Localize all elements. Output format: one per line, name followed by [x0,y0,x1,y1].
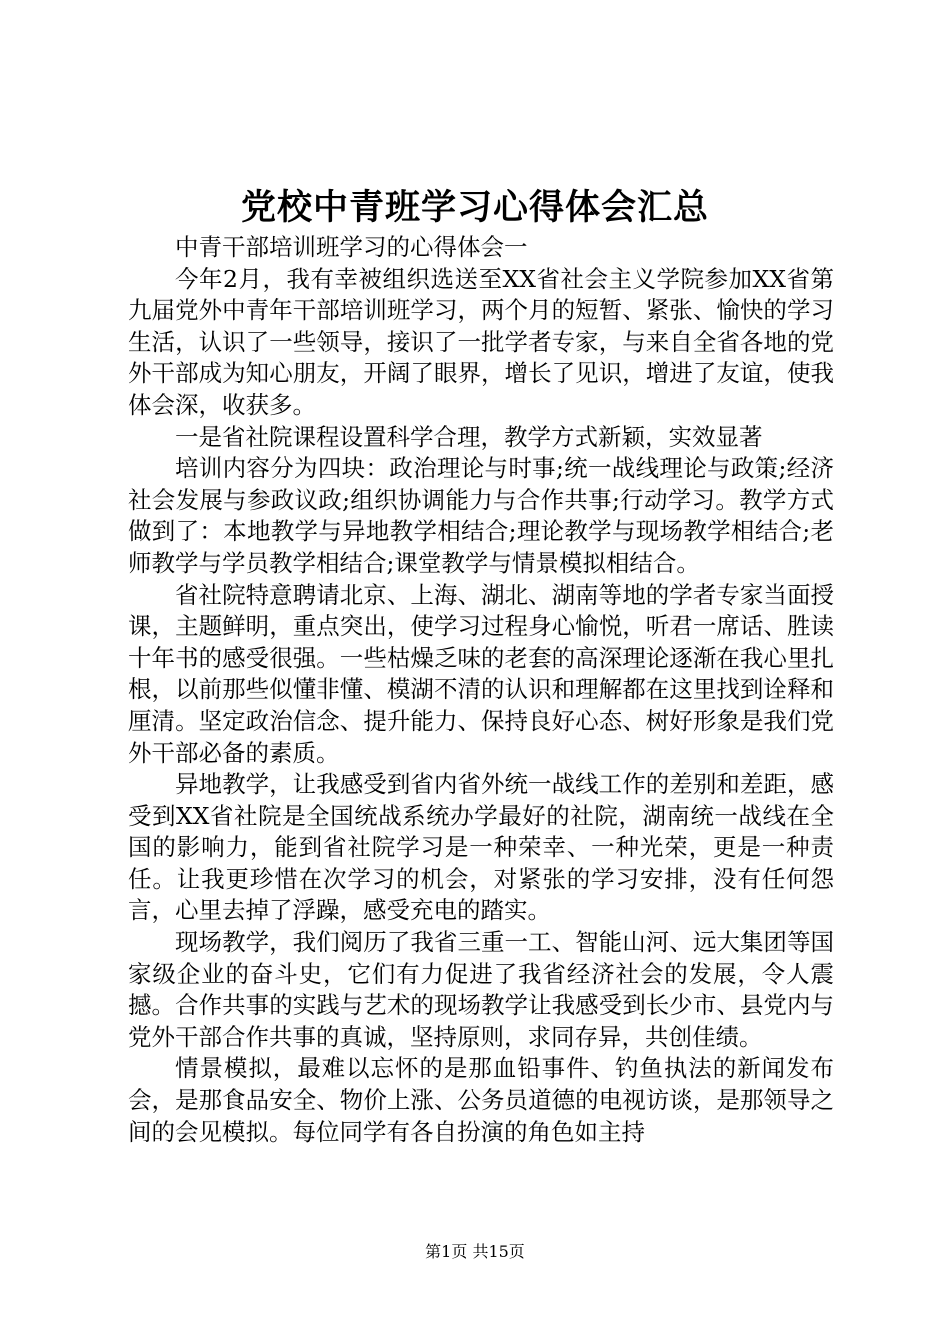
paragraph-remote-teaching: 异地教学，让我感受到省内省外统一战线工作的差别和差距，感受到XX省社院是全国统战系统办学最好的社院，湖南统一战线在全国的影响力，能到省社院学习是一种荣幸、一种光荣，更是一种责任。让我更珍惜在次学习的机会，对紧张的学习安排，没有任何怨言，心里去掉了浮躁，感受充电的踏实。 [128,770,834,925]
document-title: 党校中青班学习心得体会汇总 [240,187,709,228]
paragraph-scenario-simulation: 情景模拟，最难以忘怀的是那血铅事件、钓鱼执法的新闻发布会，是那食品安全、物价上涨、公务员道德的电视访谈，是那领导之间的会见模拟。每位同学有各自扮演的角色如主持 [128,1054,834,1146]
paragraph-experts: 省社院特意聘请北京、上海、湖北、湖南等地的学者专家当面授课，主题鲜明，重点突出，使学习过程身心愉悦，听君一席话、胜读十年书的感受很强。一些枯燥乏味的老套的高深理论逐渐在我心里扎根，以前那些似懂非懂、模湖不清的认识和理解都在这里找到诠释和厘清。坚定政治信念、提升能力、保持良好心态、树好形象是我们党外干部必备的素质。 [128,580,834,767]
document-body [128,232,834,1148]
paragraph-field-teaching: 现场教学，我们阅历了我省三重一工、智能山河、远大集团等国家级企业的奋斗史，它们有力促进了我省经济社会的发展，令人震撼。合作共事的实践与艺术的现场教学让我感受到长少市、县党内与党外干部合作共事的真诚，坚持原则，求同存异，共创佳绩。 [128,928,834,1051]
paragraph-intro: 今年2月，我有幸被组织选送至XX省社会主义学院参加XX省第九届党外中青年干部培训班学习，两个月的短暂、紧张、愉快的学习生活，认识了一些领导，接识了一批学者专家，与来自全省各地的党外干部成为知心朋友，开阔了眼界，增长了见识，增进了友谊，使我体会深，收获多。 [128,264,834,419]
paragraph-training-content: 培训内容分为四块：政治理论与时事;统一战线理论与政策;经济社会发展与参政议政;组织协调能力与合作共事;行动学习。教学方式做到了：本地教学与异地教学相结合;理论教学与现场教学相结合;老师教学与学员教学相结合;课堂教学与情景模拟相结合。 [128,454,834,577]
page-number-footer: 第1页 共15页 [425,1242,525,1261]
paragraph-subtitle: 中青干部培训班学习的心得体会一 [175,233,528,261]
paragraph-section-heading: 一是省社院课程设置科学合理，教学方式新颖，实效显著 [175,422,763,451]
